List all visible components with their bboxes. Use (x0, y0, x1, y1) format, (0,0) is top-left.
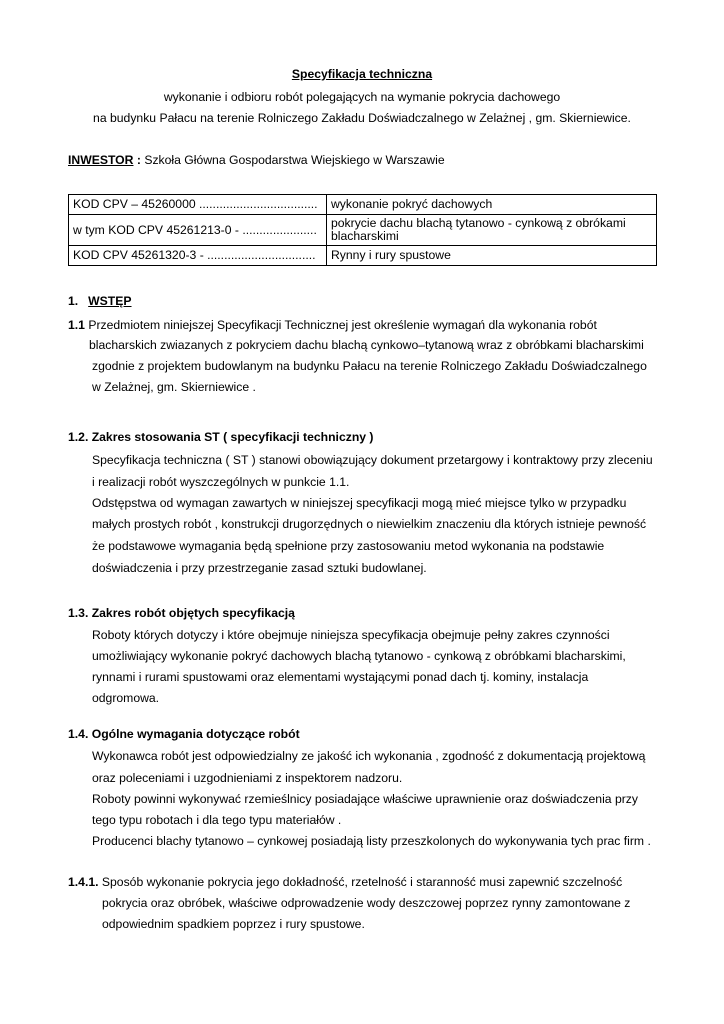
investor-line (68, 153, 445, 168)
section-1-heading (68, 294, 132, 309)
paragraph-line: odpowiednim spadkiem poprzez i rury spustowe. (102, 917, 365, 931)
paragraph-line: w Zelażnej, gm. Skierniewice . (92, 380, 256, 394)
paragraph-line: Specyfikacja techniczna ( ST ) stanowi obowiązujący dokument przetargowy i kontraktowy przy zleceniu (92, 453, 653, 467)
section-1-4-heading: 1.4. Ogólne wymagania dotyczące robót (68, 727, 300, 741)
paragraph-line: Producenci blachy tytanowo – cynkowej posiadają listy przeszkolonych do wykonywania tych prac firm . (92, 834, 651, 848)
section-1-4-1-number: 1.4.1. (68, 875, 99, 889)
paragraph-line: Przedmiotem niniejszej Specyfikacji Technicznej jest określenie wymagań dla wykonania robót (88, 318, 597, 332)
paragraph-line: pokrycia oraz obróbek, właściwe odprowadzenie wody deszczowej poprzez rynny zamontowane z (102, 896, 631, 910)
cpv-code-cell: KOD CPV – 45260000 ................................... (69, 195, 327, 215)
paragraph-line: odgromowa. (92, 691, 160, 705)
cpv-code-cell: KOD CPV 45261320-3 - ................................ (69, 246, 327, 266)
paragraph-line: Wykonawca robót jest odpowiedzialny ze jakość ich wykonania , zgodność z dokumentacją projektową (92, 749, 646, 763)
paragraph-line: Odstępstwa od wymagan zawartych w niniejszej specyfikacji mogą mieć miejsce tylko w przypadku (92, 496, 627, 510)
investor-value: Szkoła Główna Gospodarstwa Wiejskiego w Warszawie (144, 153, 445, 167)
investor-separator: : (133, 153, 145, 167)
paragraph-line: umożliwiający wykonanie pokryć dachowych blachą tytanowo - cynkową z obróbkami blacharskimi, (92, 649, 626, 663)
document-subtitle-line-1: wykonanie i odbioru robót polegających na wymanie pokrycia dachowego (163, 90, 561, 104)
paragraph-line: Roboty których dotyczy i które obejmuje niniejsza specyfikacja obejmuje pełny zakres czynności (92, 628, 610, 642)
cpv-description-cell: Rynny i rury spustowe (327, 246, 657, 266)
cpv-code-cell: w tym KOD CPV 45261213-0 - ...................... (69, 215, 327, 246)
paragraph-line: małych prostych robót , konstrukcji drugorzędnych o niewielkim znaczeniu dla których istnieje pewność (92, 517, 647, 531)
paragraph-line: rynnami i rurami spustowami oraz elementami wystającymi ponad dach tj. kominy, instalacja (92, 670, 589, 684)
cpv-table (68, 194, 657, 266)
paragraph-line: że podstawowe wymagania będą spełnione przy zastosowaniu metod wykonania na podstawie (92, 539, 605, 553)
table-row (69, 246, 657, 266)
paragraph-line: blacharskich zwiazanych z pokryciem dachu blachą cynkowo–tytanową wraz z obróbkami blacharskimi (89, 338, 644, 352)
paragraph-line: Roboty powinni wykonywać rzemieślnicy posiadające właściwe uprawnienie oraz doświadczenia przy (92, 792, 638, 806)
section-1-title: WSTĘP (88, 294, 132, 308)
cpv-description-cell: wykonanie pokryć dachowych (327, 195, 657, 215)
section-1-1-number: 1.1 (68, 318, 85, 332)
table-row (69, 195, 657, 215)
section-1-3-heading: 1.3. Zakres robót objętych specyfikacją (68, 606, 295, 620)
section-1-1-line (68, 318, 597, 333)
investor-label: INWESTOR (68, 153, 134, 167)
paragraph-line: doświadczenia i przy przestrzeganie zasad sztuki budowlanej. (92, 561, 427, 575)
section-1-number: 1. (68, 294, 79, 308)
table-row (69, 215, 657, 246)
paragraph-line: Sposób wykonanie pokrycia jego dokładność, rzetelność i staranność musi zapewnić szczelność (101, 875, 623, 889)
cpv-description-cell: pokrycie dachu blachą tytanowo - cynkową z obrókami blacharskimi (327, 215, 657, 246)
paragraph-line: oraz poleceniami i uzgodnieniami z inspektorem nadzoru. (92, 771, 403, 785)
paragraph-line: tego typu robotach i dla tego typu materiałów . (92, 813, 342, 827)
paragraph-line: zgodnie z projektem budowlanym na budynku Pałacu na terenie Rolniczego Zakładu Doświadczalnego (92, 359, 647, 373)
document-title: Specyfikacja techniczna (291, 67, 433, 81)
section-1-4-1-line (68, 875, 622, 890)
document-subtitle-line-2: na budynku Pałacu na terenie Rolniczego Zakładu Doświadczalnego w Zelażnej , gm. Skierniewice. (93, 111, 631, 125)
section-1-2-heading: 1.2. Zakres stosowania ST ( specyfikacji techniczny ) (68, 430, 374, 444)
paragraph-line: i realizacji robót wyszczególnych w punkcie 1.1. (92, 475, 350, 489)
